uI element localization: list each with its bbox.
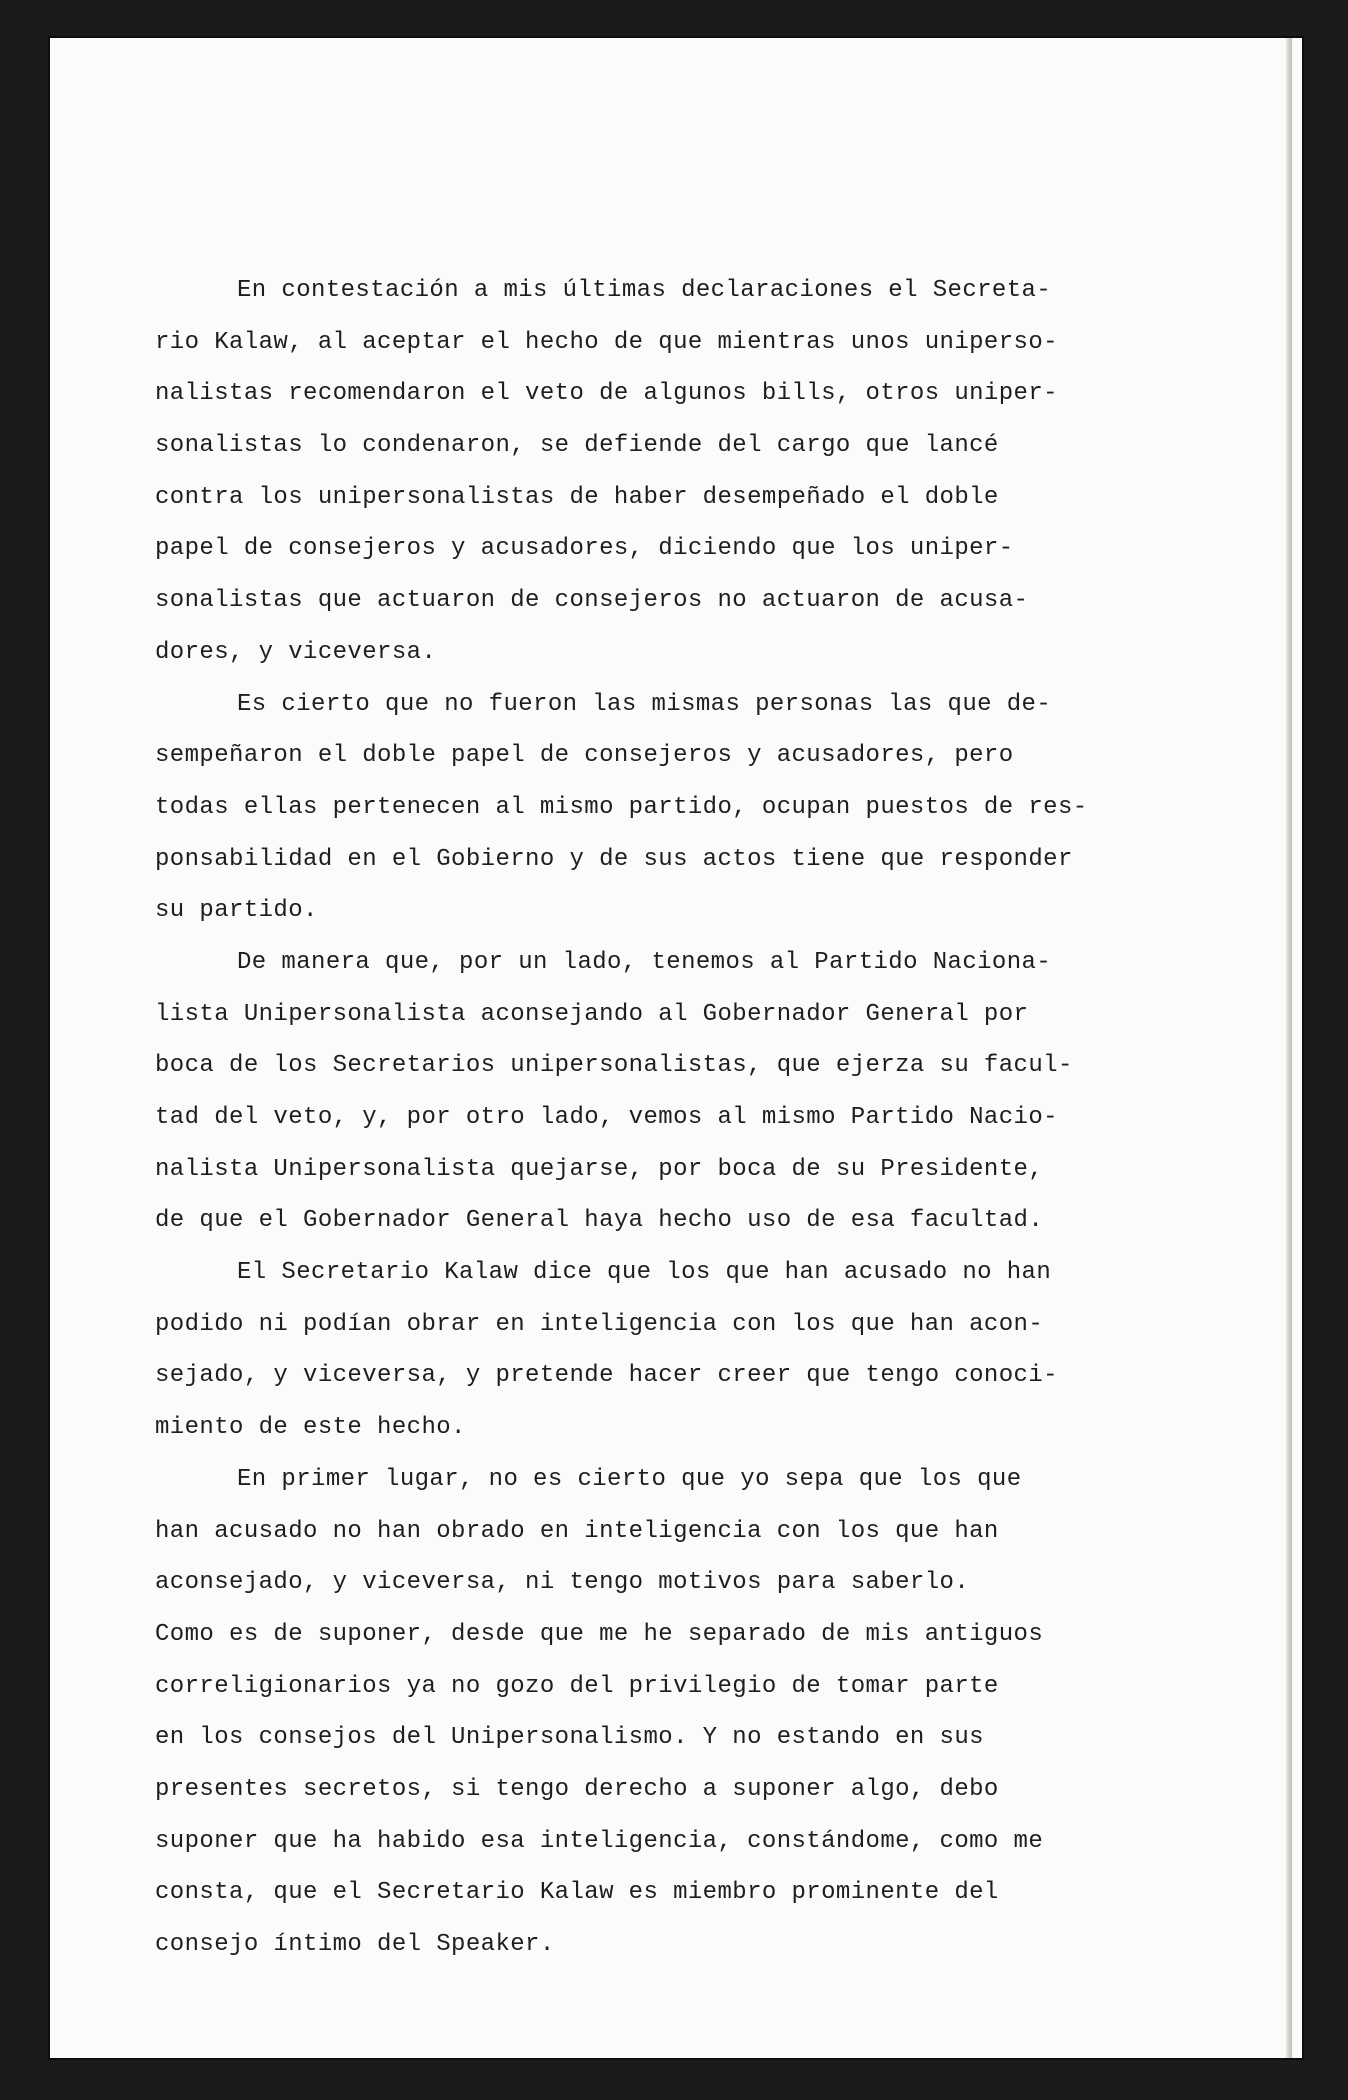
text-line: El Secretario Kalaw dice que los que han acusado no han [237,1259,1052,1287]
text-line: presentes secretos, si tengo derecho a suponer algo, debo [155,1775,999,1803]
document-body [155,265,1190,1971]
text-line: sonalistas que actuaron de consejeros no actuaron de acusa- [155,587,1029,615]
text-line: miento de este hecho. [155,1414,466,1442]
text-line: sejado, y viceversa, y pretende hacer creer que tengo conoci- [155,1362,1058,1390]
text-line: De manera que, por un lado, tenemos al Partido Naciona- [237,948,1052,976]
text-line: contra los unipersonalistas de haber desempeñado el doble [155,483,999,511]
text-line: En primer lugar, no es cierto que yo sepa que los que [237,1465,1022,1493]
text-line: tad del veto, y, por otro lado, vemos al mismo Partido Nacio- [155,1104,1058,1131]
text-line: han acusado no han obrado en inteligencia con los que han [155,1517,999,1545]
text-line: dores, y viceversa. [155,638,437,666]
text-line: todas ellas pertenecen al mismo partido, ocupan puestos de res- [155,793,1088,821]
text-line: boca de los Secretarios unipersonalistas, que ejerza su facul- [155,1052,1073,1080]
text-line: Como es de suponer, desde que me he separado de mis antiguos [155,1620,1044,1648]
text-line: correligionarios ya no gozo del privilegio de tomar parte [155,1672,999,1700]
text-line: aconsejado, y viceversa, ni tengo motivos para saberlo. [155,1569,970,1597]
text-line: de que el Gobernador General haya hecho uso de esa facultad. [155,1207,1044,1235]
page-edge [1286,38,1292,2058]
text-line: Es cierto que no fueron las mismas personas las que de- [237,690,1052,718]
text-line: suponer que ha habido esa inteligencia, constándome, como me [155,1827,1044,1855]
text-line: papel de consejeros y acusadores, diciendo que los uniper- [155,535,1014,563]
text-line: su partido. [155,897,318,925]
text-line: En contestación a mis últimas declaraciones el Secreta- [237,277,1052,304]
text-line: nalista Unipersonalista quejarse, por boca de su Presidente, [155,1155,1044,1183]
text-line: rio Kalaw, al aceptar el hecho de que mientras unos uniperso- [155,328,1058,356]
text-line: podido ni podían obrar en inteligencia con los que han acon- [155,1310,1044,1338]
text-line: ponsabilidad en el Gobierno y de sus actos tiene que responder [155,845,1073,873]
text-line: sempeñaron el doble papel de consejeros y acusadores, pero [155,742,1014,770]
text-line: consta, que el Secretario Kalaw es miembro prominente del [155,1879,999,1907]
text-line: nalistas recomendaron el veto de algunos bills, otros uniper- [155,380,1058,408]
text-line: lista Unipersonalista aconsejando al Gobernador General por [155,1000,1029,1028]
text-line: en los consejos del Unipersonalismo. Y no estando en sus [155,1724,984,1752]
text-line: sonalistas lo condenaron, se defiende del cargo que lancé [155,432,999,460]
text-line: consejo íntimo del Speaker. [155,1931,555,1958]
